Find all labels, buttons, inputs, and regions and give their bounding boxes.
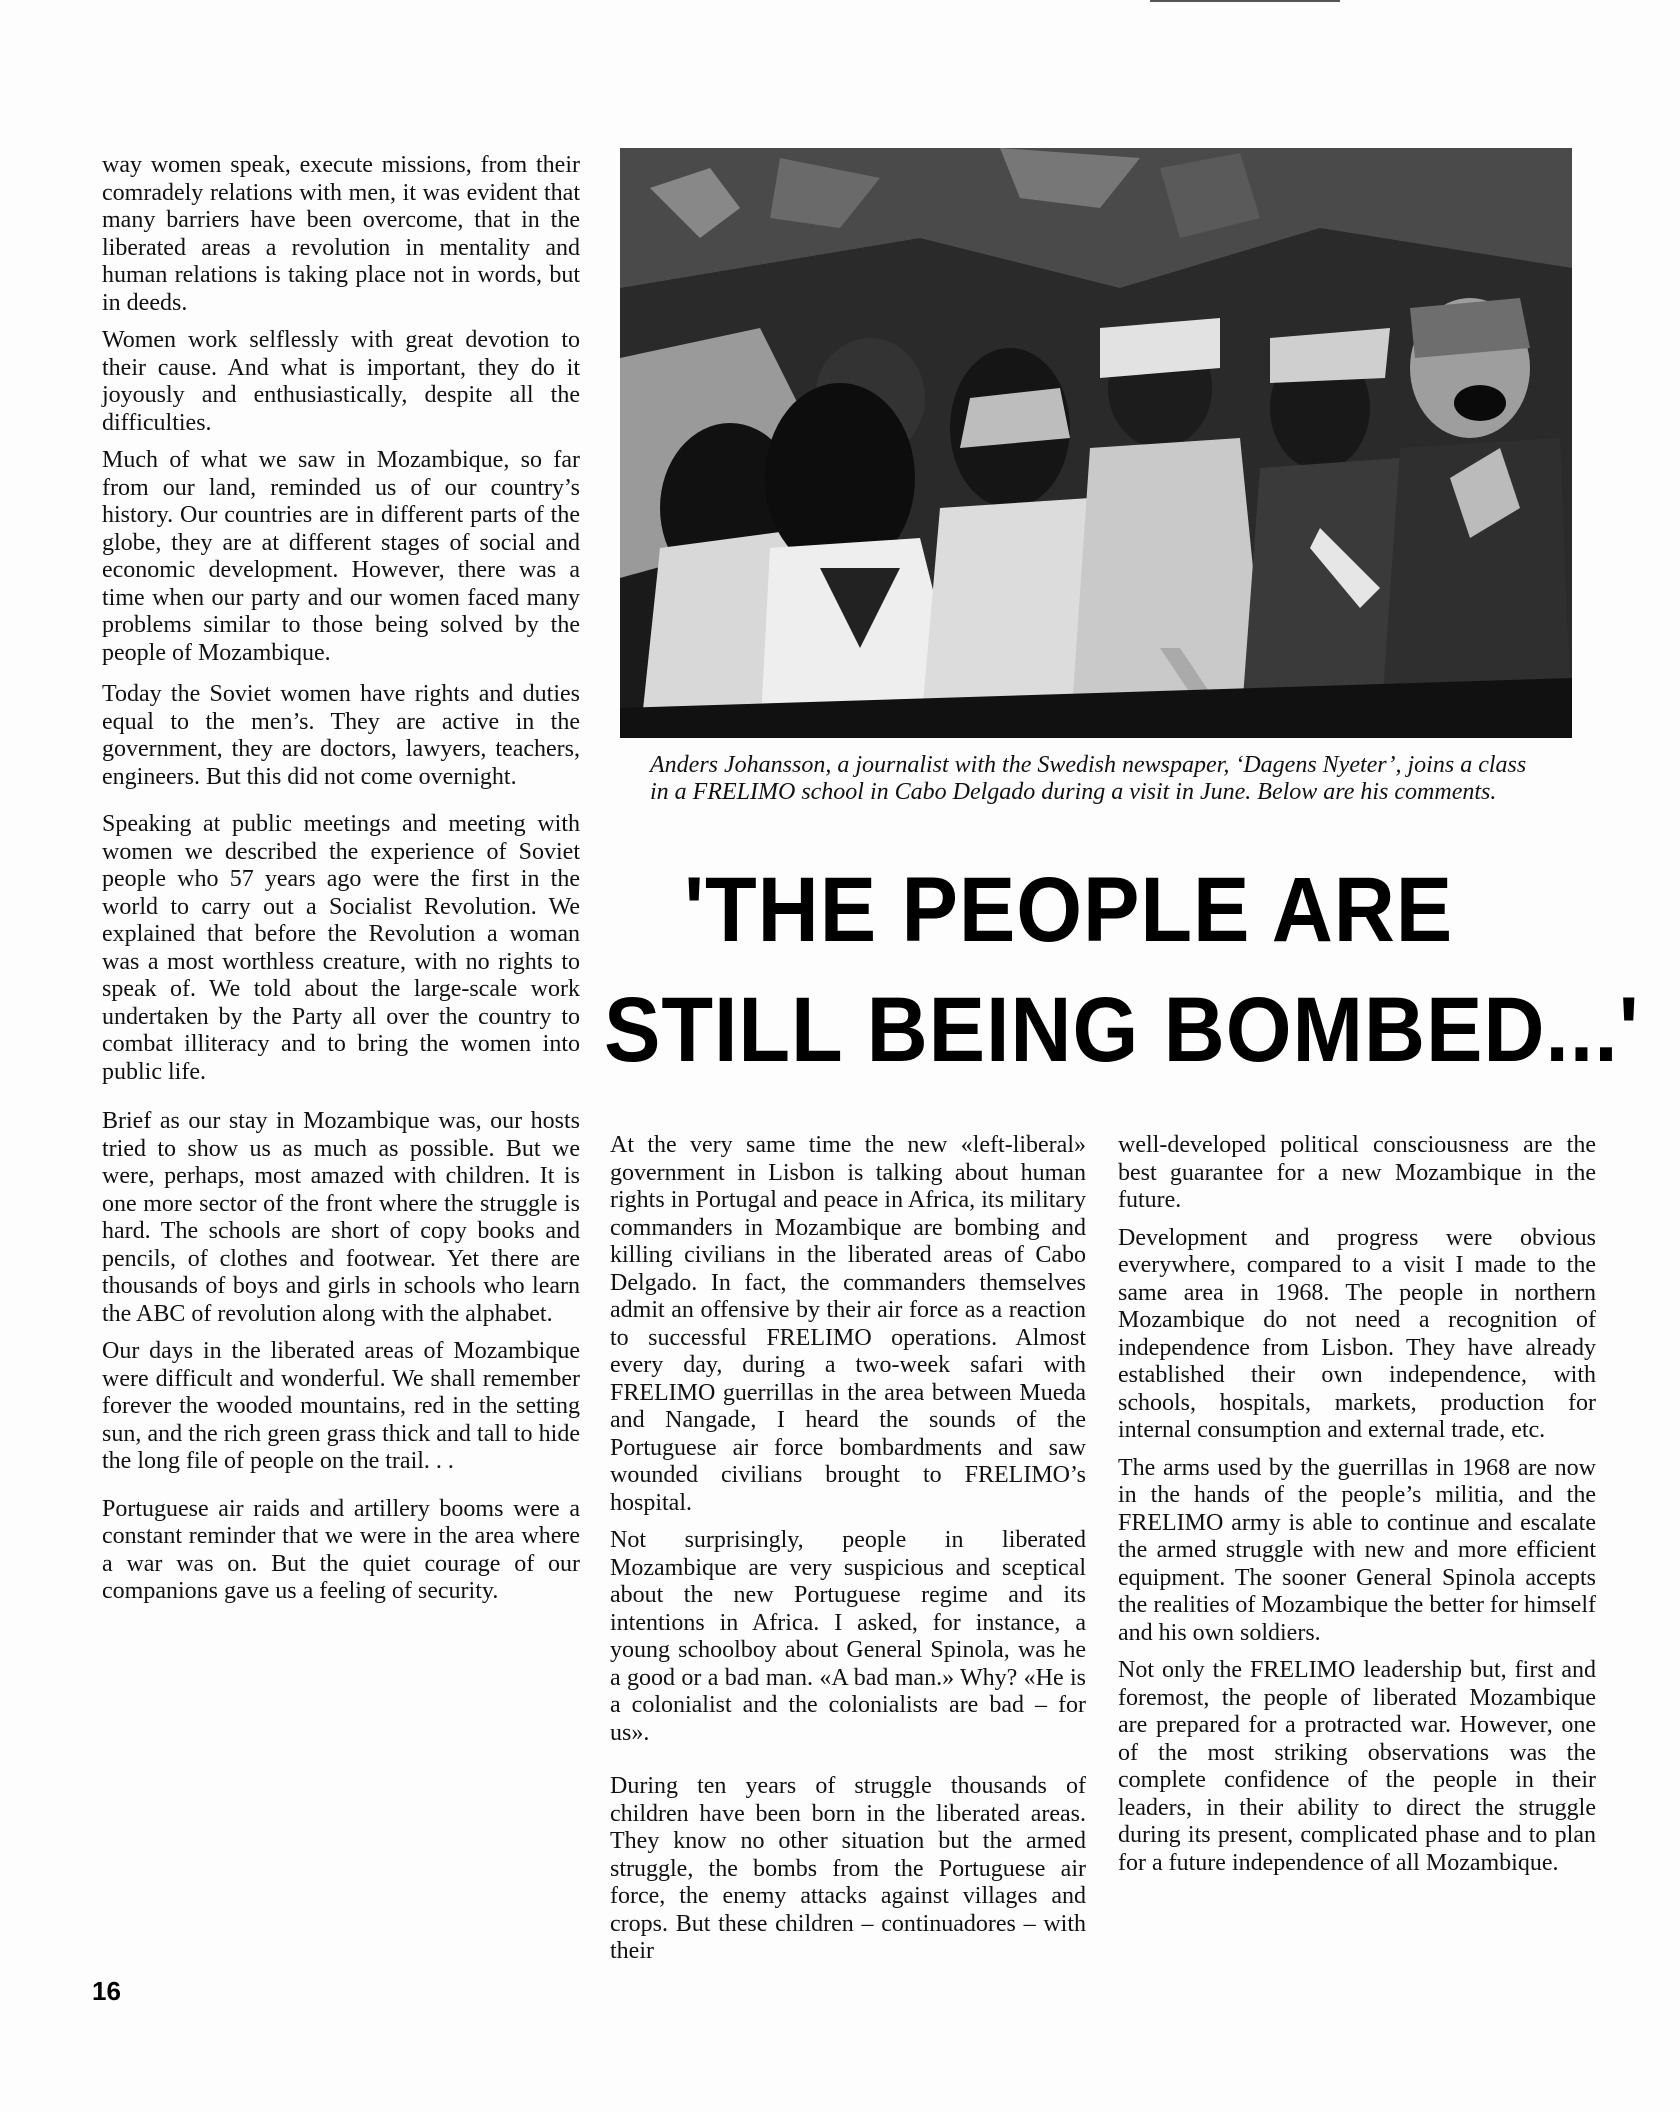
paragraph: Not surprisingly, people in liberated Mozambique are very suspicious and sceptical about the new Portuguese regime and its intentions in Africa. I asked, for instance, a young schoolboy about General Spinola, was he a good or a bad man. «A bad man.» Why? «He is a colonialist and the colonialists are bad – for us».: [610, 1527, 1086, 1746]
paragraph: Portuguese air raids and artillery booms were a constant reminder that we were in the area where a war was on. But the quiet courage of our companions gave us a feeling of security.: [102, 1495, 580, 1604]
paragraph: Brief as our stay in Mozambique was, our hosts tried to show us as much as possible. But we were, perhaps, most amazed with children. It is one more sector of the front where the struggle is hard. The schools are short of copy books and pencils, of clothes and footwear. Yet there are thousands of boys and girls in schools who learn the ABC of revolution along with the alphabet.: [102, 1108, 580, 1327]
paragraph: Speaking at public meetings and meeting with women we described the experience of Soviet people who 57 years ago were the first in the world to carry out a Socialist Revolution. We explained that before the Revolution a woman was a most worthless creature, with no rights to speak of. We told about the large-scale work undertaken by the Party all over the country to combat illiteracy and to bring the women into public life.: [102, 811, 580, 1085]
top-rule: [1150, 0, 1340, 2]
paragraph: The arms used by the guerrillas in 1968 are now in the hands of the people’s militia, and the FRELIMO army is able to continue and escalate the armed struggle with new and more efficient equipment. The sooner General Spinola accepts the realities of Mozambique the better for himself and his own soldiers.: [1118, 1454, 1596, 1646]
paragraph: well-developed political consciousness are the best guarantee for a new Mozambique in the future.: [1118, 1132, 1596, 1213]
photo-caption: Anders Johansson, a journalist with the Swedish newspaper, ‘Dagens Nyeter’, joins a class in a FRELIMO school in Cabo Delgado during a visit in June. Below are his comments.: [650, 752, 1527, 805]
middle-article-column: [610, 1132, 1086, 1976]
paragraph: Women work selflessly with great devotion to their cause. And what is important, they do it joyously and enthusiastically, despite all the difficulties.: [102, 327, 580, 436]
headline-line-1: 'THE PEOPLE ARE: [684, 859, 1454, 961]
headline-line-2: STILL BEING BOMBED...': [604, 979, 1640, 1081]
right-article-column: [1118, 1132, 1596, 1887]
paragraph: During ten years of struggle thousands of children have been born in the liberated areas. They know no other situation but the armed struggle, the bombs from the Portuguese air force, the enemy attacks against villages and crops. But these children – continuadores – with their: [610, 1773, 1086, 1964]
paragraph: At the very same time the new «left-liberal» government in Lisbon is talking about human rights in Portugal and peace in Africa, its military commanders in Mozambique are bombing and killing civilians in the liberated areas of Cabo Delgado. In fact, the commanders themselves admit an offensive by their air force as a reaction to successful FRELIMO operations. Almost every day, during a two-week safari with FRELIMO guerrillas in the area between Mueda and Nangade, I heard the sounds of the Portuguese air force bombardments and saw wounded civilians brought to FRELIMO’s hospital.: [610, 1132, 1086, 1516]
paragraph: Not only the FRELIMO leadership but, first and foremost, the people of liberated Mozambique are prepared for a protracted war. However, one of the most striking observations was the complete confidence of the people in their leaders, in their ability to direct the struggle during its present, complicated phase and to plan for a future independence of all Mozambique.: [1118, 1657, 1596, 1876]
paragraph: way women speak, execute missions, from their comradely relations with men, it was evident that many barriers have been overcome, that in the liberated areas a revolution in mentality and human relations is taking place not in words, but in deeds.: [102, 152, 580, 316]
classroom-photo: [620, 148, 1572, 738]
paragraph: Development and progress were obvious everywhere, compared to a visit I made to the same area in 1968. The people in northern Mozambique do not need a recognition of independence from Lisbon. They have already established their own independence, with schools, hospitals, markets, production for internal consumption and external trade, etc.: [1118, 1224, 1596, 1443]
paragraph: Today the Soviet women have rights and duties equal to the men’s. They are active in the government, they are doctors, lawyers, teachers, engineers. But this did not come overnight.: [102, 681, 580, 790]
left-article-column: [102, 152, 580, 1616]
paragraph: Much of what we saw in Mozambique, so far from our land, reminded us of our country’s history. Our countries are in different parts of the globe, they are at different stages of social and economic development. However, there was a time when our party and our women faced many problems similar to those being solved by the people of Mozambique.: [102, 447, 580, 666]
paragraph: Our days in the liberated areas of Mozambique were difficult and wonderful. We shall remember forever the wooded mountains, red in the setting sun, and the rich green grass thick and tall to hide the long file of people on the trail. . .: [102, 1338, 580, 1474]
page-number: 16: [92, 1976, 121, 2006]
